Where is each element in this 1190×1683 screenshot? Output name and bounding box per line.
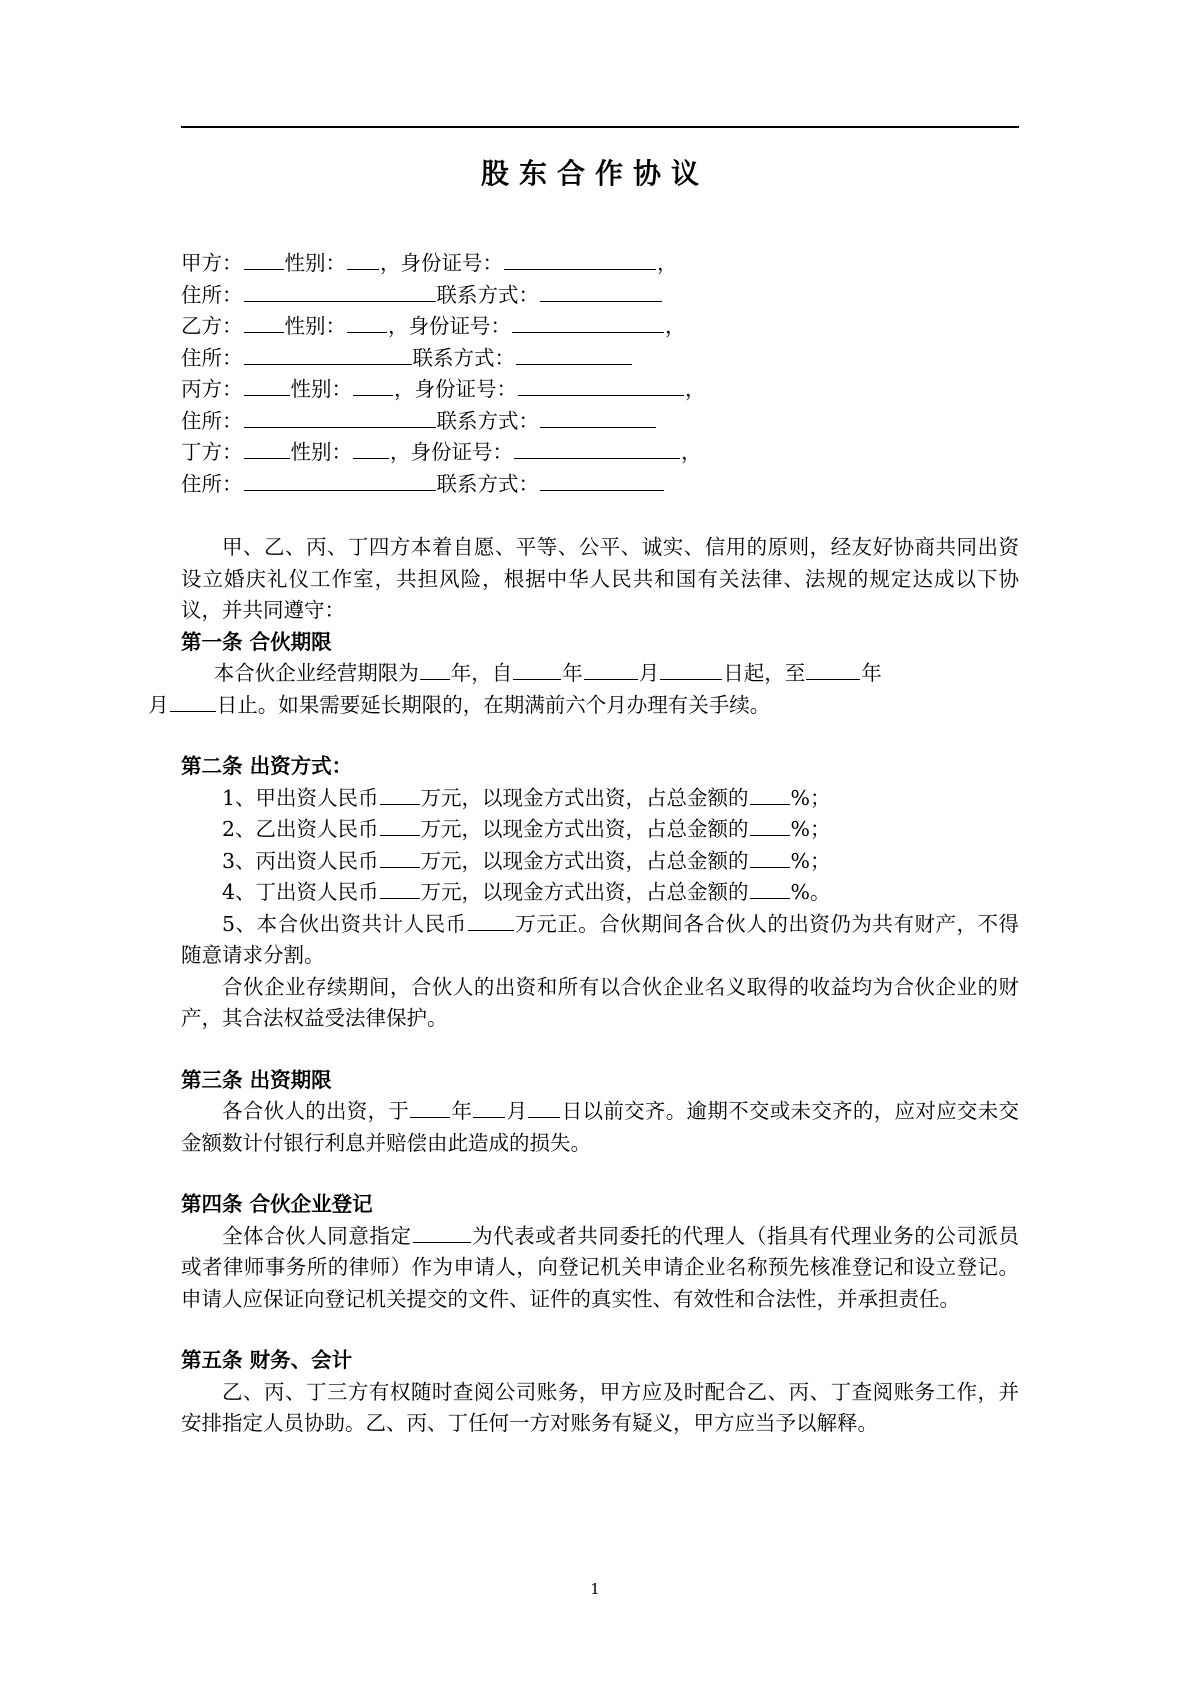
article-4-paragraph: [181, 1221, 1019, 1316]
id-end: ，: [657, 251, 678, 275]
article-1-text: 本合伙企业经营期限为: [213, 661, 419, 685]
name-blank[interactable]: [244, 249, 284, 270]
amount-blank[interactable]: [380, 847, 420, 868]
contribution-text: %；: [790, 785, 831, 810]
contribution-text: 3、丙出资人民币: [222, 848, 379, 873]
id-number-blank[interactable]: [514, 438, 680, 459]
page-number: 1: [590, 1580, 600, 1598]
article-3-text: 各合伙人的出资，于: [222, 1099, 410, 1123]
party-address-line: [181, 406, 1019, 438]
start-year-blank[interactable]: [513, 659, 561, 680]
amount-blank[interactable]: [380, 815, 420, 836]
contribution-text: %；: [790, 817, 831, 841]
contribution-item: [181, 814, 1019, 846]
address-blank[interactable]: [244, 470, 436, 491]
end-month-blank[interactable]: [170, 691, 216, 712]
name-blank[interactable]: [244, 375, 290, 396]
deadline-day-blank[interactable]: [528, 1097, 560, 1118]
contribution-item: [181, 877, 1019, 909]
party-identity-line: [181, 311, 1019, 343]
id-end: ，: [665, 314, 686, 338]
gender-label: 性别：: [290, 377, 352, 401]
article-3-heading: 第三条 出资期限: [181, 1067, 332, 1092]
article-4-heading: 第四条 合伙企业登记: [181, 1192, 373, 1216]
contact-label: 联系方式：: [436, 408, 539, 433]
address-label: 住所：: [181, 471, 243, 496]
contribution-text: 1、甲出资人民币: [222, 785, 379, 810]
article-4-text: 为代表或者共同委托的代理人（指具有代理业务的公司派员或者律师事务所的律师）作为申请人，向登记机关申请企业名称预先核准登记和设立登记。申请人应保证向登记机关提交的文件、证件的真实性、有效性和合法性，并承担责任。: [181, 1223, 1019, 1311]
start-day-blank[interactable]: [660, 659, 722, 680]
name-blank[interactable]: [244, 312, 284, 333]
spacer: [181, 1159, 1019, 1189]
percent-blank[interactable]: [750, 815, 790, 836]
party-name-label: 甲方：: [181, 251, 243, 275]
document-title: 股东合作协议: [480, 157, 709, 190]
deadline-year-blank[interactable]: [410, 1097, 450, 1118]
end-year-blank[interactable]: [806, 659, 860, 680]
contribution-text: 5、本合伙出资共计人民币: [222, 911, 467, 936]
article-1-paragraph: [148, 658, 1019, 721]
address-label: 住所：: [181, 282, 243, 307]
party-address-line: [181, 469, 1019, 501]
amount-blank[interactable]: [380, 784, 420, 805]
party-name-label: 乙方：: [181, 314, 243, 338]
term-years-blank[interactable]: [420, 659, 450, 680]
address-label: 住所：: [181, 345, 243, 370]
contribution-text: 万元，以现金方式出资，占总金额的: [420, 817, 749, 841]
contribution-text: %；: [790, 848, 831, 873]
preamble-paragraph: 甲、乙、丙、丁四方本着自愿、平等、公平、诚实、信用的原则，经友好协商共同出资设立婚庆礼仪工作室，共担风险，根据中华人民共和国有关法律、法规的规定达成以下协议，并共同遵守：: [181, 535, 1019, 622]
party-block-yi: [181, 311, 1019, 374]
gender-blank[interactable]: [353, 438, 389, 459]
article-2-heading: 第二条 出资方式：: [181, 754, 353, 778]
article-2-paragraph: 合伙企业存续期间，合伙人的出资和所有以合伙企业名义取得的收益均为合伙企业的财产，其合法权益受法律保护。: [181, 974, 1019, 1030]
gender-blank[interactable]: [353, 375, 393, 396]
party-identity-line: [181, 374, 1019, 406]
amount-blank[interactable]: [380, 878, 420, 899]
party-block-bing: [181, 374, 1019, 437]
article-3-text: 月: [506, 1099, 528, 1123]
name-blank[interactable]: [244, 438, 290, 459]
contribution-item: [181, 783, 1019, 815]
address-blank[interactable]: [244, 407, 436, 428]
address-blank[interactable]: [244, 344, 412, 365]
party-address-line: [181, 280, 1019, 312]
spacer: [181, 1315, 1019, 1345]
gender-blank[interactable]: [347, 312, 387, 333]
contribution-text: 4、丁出资人民币: [222, 880, 379, 904]
contribution-text: 2、乙出资人民币: [222, 817, 379, 841]
article-1-text: 月: [148, 692, 169, 717]
gender-label: 性别：: [284, 314, 346, 338]
contribution-text: 万元正。合伙期间各合伙人的出资仍为共有财产，不得随意请求分割。: [181, 911, 1020, 967]
id-label: ，身份证号：: [388, 314, 511, 338]
percent-blank[interactable]: [750, 784, 790, 805]
id-end: ，: [685, 377, 706, 401]
contact-blank[interactable]: [540, 470, 664, 491]
id-end: ，: [681, 440, 702, 464]
contact-label: 联系方式：: [436, 282, 539, 307]
contact-blank[interactable]: [516, 344, 632, 365]
contact-blank[interactable]: [540, 281, 662, 302]
header-rule: [181, 126, 1019, 128]
id-number-blank[interactable]: [504, 249, 656, 270]
article-1-text: 日起，至: [723, 661, 806, 685]
party-address-line: [181, 343, 1019, 375]
article-1-text: 日止。如果需要延长期限的，在期满前六个月办理有关手续。: [216, 692, 771, 717]
article-1-text: 年: [861, 661, 882, 685]
party-name-label: 丙方：: [181, 377, 243, 401]
article-1-heading: 第一条 合伙期限: [181, 629, 332, 654]
total-amount-blank[interactable]: [468, 910, 514, 931]
article-4-text: 全体合伙人同意指定: [222, 1223, 412, 1248]
id-number-blank[interactable]: [512, 312, 664, 333]
spacer: [181, 1035, 1019, 1065]
gender-label: 性别：: [284, 251, 346, 275]
article-3-text: 年: [451, 1099, 473, 1123]
percent-blank[interactable]: [750, 847, 790, 868]
document-body: [148, 248, 1020, 1440]
id-number-blank[interactable]: [518, 375, 684, 396]
article-1-text: 月: [638, 661, 660, 685]
contact-label: 联系方式：: [436, 471, 539, 496]
article-1-text: 年，自: [450, 661, 513, 685]
contribution-total: [181, 909, 1019, 972]
contribution-text: 万元，以现金方式出资，占总金额的: [420, 880, 749, 904]
address-label: 住所：: [181, 408, 243, 433]
article-3-paragraph: [181, 1096, 1019, 1159]
contact-label: 联系方式：: [412, 345, 515, 370]
contribution-text: 万元，以现金方式出资，占总金额的: [420, 848, 749, 873]
address-blank[interactable]: [244, 281, 436, 302]
party-block-ding: [181, 437, 1019, 500]
id-label: ，身份证号：: [390, 440, 513, 464]
contribution-text: 万元，以现金方式出资，占总金额的: [420, 785, 749, 810]
id-label: ，身份证号：: [394, 377, 517, 401]
spacer: [181, 500, 1019, 532]
article-5-paragraph: 乙、丙、丁三方有权随时查阅公司账务，甲方应及时配合乙、丙、丁查阅账务工作，并安排指定人员协助。乙、丙、丁任何一方对账务有疑义，甲方应当予以解释。: [181, 1379, 1019, 1435]
article-5-heading: 第五条 财务、会计: [181, 1348, 353, 1372]
id-label: ，身份证号：: [380, 251, 503, 275]
article-3-text: 日以前交齐。逾期不交或未交齐的，应对应交未交金额数计付银行利息并赔偿由此造成的损失。: [181, 1099, 1020, 1155]
contribution-text: %。: [790, 880, 831, 904]
article-1-text: 年: [562, 661, 583, 685]
party-identity-line: [181, 437, 1019, 469]
spacer: [181, 721, 1019, 751]
deadline-month-blank[interactable]: [473, 1097, 505, 1118]
party-name-label: 丁方：: [181, 440, 243, 464]
representative-blank[interactable]: [413, 1222, 471, 1243]
contribution-item: [181, 846, 1019, 878]
contact-blank[interactable]: [540, 407, 656, 428]
percent-blank[interactable]: [750, 878, 790, 899]
start-month-blank[interactable]: [584, 659, 638, 680]
party-block-jia: [181, 248, 1019, 311]
gender-blank[interactable]: [347, 249, 379, 270]
party-identity-line: [181, 248, 1019, 280]
gender-label: 性别：: [290, 440, 352, 464]
